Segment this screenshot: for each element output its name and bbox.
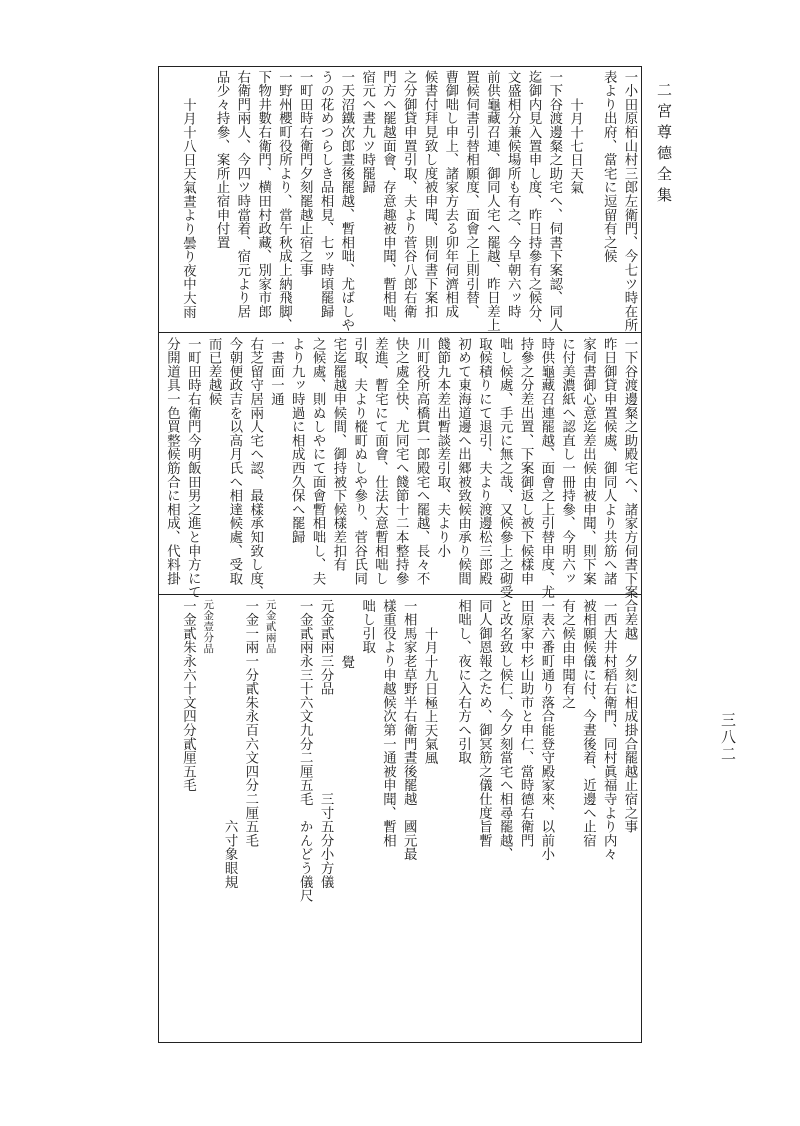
text-column: 被相願候儀に付、今晝後着、近邊へ止宿 — [580, 599, 596, 848]
text-column: に付美濃紙へ認直し一冊持參、今明六ッ — [559, 337, 575, 586]
text-column: より九ッ時過に相成西久保へ罷歸 — [289, 337, 305, 544]
text-column: 相咄し、夜に入右方へ引取 — [455, 599, 471, 765]
text-column: 十月十七日天氣 — [567, 98, 583, 195]
text-column: 有之候由申聞有之 — [559, 599, 575, 710]
text-column: 一下谷渡邊粲之助宅へ、伺書下案認、同人 — [546, 70, 562, 333]
text-column: 六寸象眼規 — [222, 599, 238, 889]
text-column: 一町田時右衛門今明飯田男之進と申方にて — [185, 337, 201, 600]
text-column: 十月十八日天氣晝より曇り夜中大雨 — [180, 98, 196, 319]
text-column: 今朝便政吉を以高月氏へ相達候處、受取 — [226, 337, 242, 586]
text-column: 分開道具一色買整候筋合に相成、代料掛 — [164, 337, 180, 586]
text-column: 取候積りにて退引、夫より渡邊松三郎殿 — [476, 337, 492, 586]
text-column: 田原家中杉山助市と申仁、當時德右衛門 — [518, 599, 534, 848]
text-column: 宿元へ晝九ツ時罷歸 — [359, 70, 375, 195]
text-column: 曹御咄し申上、諸家方去る卯年伺濟相成 — [442, 70, 458, 319]
text-column: 咄し候處、手元に無之哉、又候參上之砌受 — [497, 337, 513, 600]
text-column: 之分御貸申置引取、夫より菅谷八郎右衛 — [401, 70, 417, 319]
running-head: 二宮尊德全集 — [655, 82, 673, 208]
text-column: 下物井數右衛門、横田村政藏、別家市郎 — [255, 70, 271, 319]
text-column: 元金壹分品 — [202, 599, 215, 654]
text-column: 品少々持參、案所止宿申付置 — [214, 70, 230, 250]
text-column: 一書面一通 — [268, 337, 284, 406]
middle-tier — [163, 337, 637, 600]
text-column: 候書付拜見致し度被申聞、則伺書下案扣 — [422, 70, 438, 319]
text-column: 咄し引取 — [359, 599, 375, 655]
tier-divider-lower — [158, 594, 642, 595]
text-column: 持參之分差出置、下案御返し被下候樣申 — [518, 337, 534, 586]
text-column — [200, 70, 208, 328]
tier-divider-upper — [158, 332, 642, 333]
text-column: 一相馬家老草野半右衛門晝後罷越 國元最 — [401, 599, 417, 862]
text-column: 樣重役より申越候次第一通被申聞、暫相 — [380, 599, 396, 848]
text-column: 一表六番町通り落合能登守殿家來、以前小 — [538, 599, 554, 862]
text-column: 快之處全快、尤同宅へ餞節十二本整持參 — [393, 337, 409, 586]
text-column: 一西大井村稻右衛門、同村眞福寺より内々 — [601, 599, 617, 862]
text-column: 十月十九日極上天氣風 — [422, 627, 438, 765]
text-column: 川町役所高橋貫一郎殿宅へ罷越、長々不 — [414, 337, 430, 586]
text-column: 一天沼鐵次郎晝後罷越、暫相咄、尤ばしや — [338, 70, 354, 333]
text-column: 一下谷渡邊粲之助殿宅へ、諸家方伺書下案 — [622, 337, 637, 600]
text-column: 餞節九本差出暫談差引取、夫より小 — [434, 337, 450, 558]
text-column: 差進、暫宅にて面會、仕法大意暫相咄し — [372, 337, 388, 586]
text-column: 門方へ罷越面會、存意趣被申聞、暫相咄、 — [380, 70, 396, 333]
text-column: 同人御恩報之ため、御冥筋之儀仕度旨暫 — [476, 599, 492, 848]
text-column — [442, 599, 450, 1039]
text-column: 時供龜藏召連罷越、面會之上引替申度、尤 — [538, 337, 554, 600]
text-column: 初めて東海道邊へ出郷被致候由承り候間 — [455, 337, 471, 586]
text-column: 昨日御貸申置候處、御同人より共筋へ諸 — [601, 337, 617, 586]
text-column: 元金貳兩三分品 三寸五分小方儀 — [318, 599, 334, 889]
lower-tier — [163, 599, 637, 1039]
text-column: 右衛門兩人、今四ツ時當着、宿元より居 — [234, 70, 250, 319]
text-column: 覺 — [338, 655, 354, 669]
text-column: 一小田原栢山村三郎左衛門、今七ツ時在所 — [622, 70, 637, 333]
text-column: 元金貳兩品 — [264, 599, 277, 654]
text-column: 一野州櫻町役所より、當午秋成上納飛脚、 — [276, 70, 292, 333]
text-column: 一金貳朱永六十文四分貳厘五毛 — [180, 599, 196, 793]
text-column — [283, 599, 291, 1039]
text-column: 置候伺書引替相願度、面會之上則引替、 — [463, 70, 479, 319]
text-column: 前供龜藏召連、御同人宅へ罷越、昨日差上 — [484, 70, 500, 333]
text-column: うの花めつらしき品相見、七ッ時頃罷歸 — [318, 70, 334, 319]
text-column: 表より出府、當宅に逗留有之候 — [601, 70, 617, 264]
text-column: 合差越 夕刻に相成掛合罷越止宿之事 — [622, 599, 637, 834]
text-column: 文盛相分兼候場所も有之、今早朝六ッ時 — [505, 70, 521, 319]
text-column: 一金貳兩永三十六文九分二厘五毛 かんどう儀尺 — [297, 599, 313, 903]
text-column: 而已差越候 — [206, 337, 222, 406]
text-column: 宅迄罷越申候間、御持被下候樣差扣有 — [330, 337, 346, 572]
upper-tier — [163, 70, 637, 333]
page-number: 三八二 — [719, 712, 737, 763]
text-column — [587, 70, 595, 328]
text-column: 之候處、則ぬしやにて面會暫相咄し、夫 — [310, 337, 326, 586]
text-column: 一町田時右衛門夕刻罷越止宿之事 — [297, 70, 313, 277]
text-column: と改名致し候仁、今夕刻當宅へ相尋罷越、 — [497, 599, 513, 862]
text-column: 引取、夫より樅町ぬしや參り、菅谷氏同 — [351, 337, 367, 586]
text-column: 右芝留守居兩人宅へ認、最樣承知致し度、 — [247, 337, 263, 600]
text-column: 一金一兩一分貳朱永百六文四分二厘五毛 — [242, 599, 258, 848]
text-column: 家伺書御心意迄差出候由被申聞、則下案 — [580, 337, 596, 586]
text-column: 迄御内見入置申し度、昨日持參有之候分、 — [526, 70, 542, 333]
